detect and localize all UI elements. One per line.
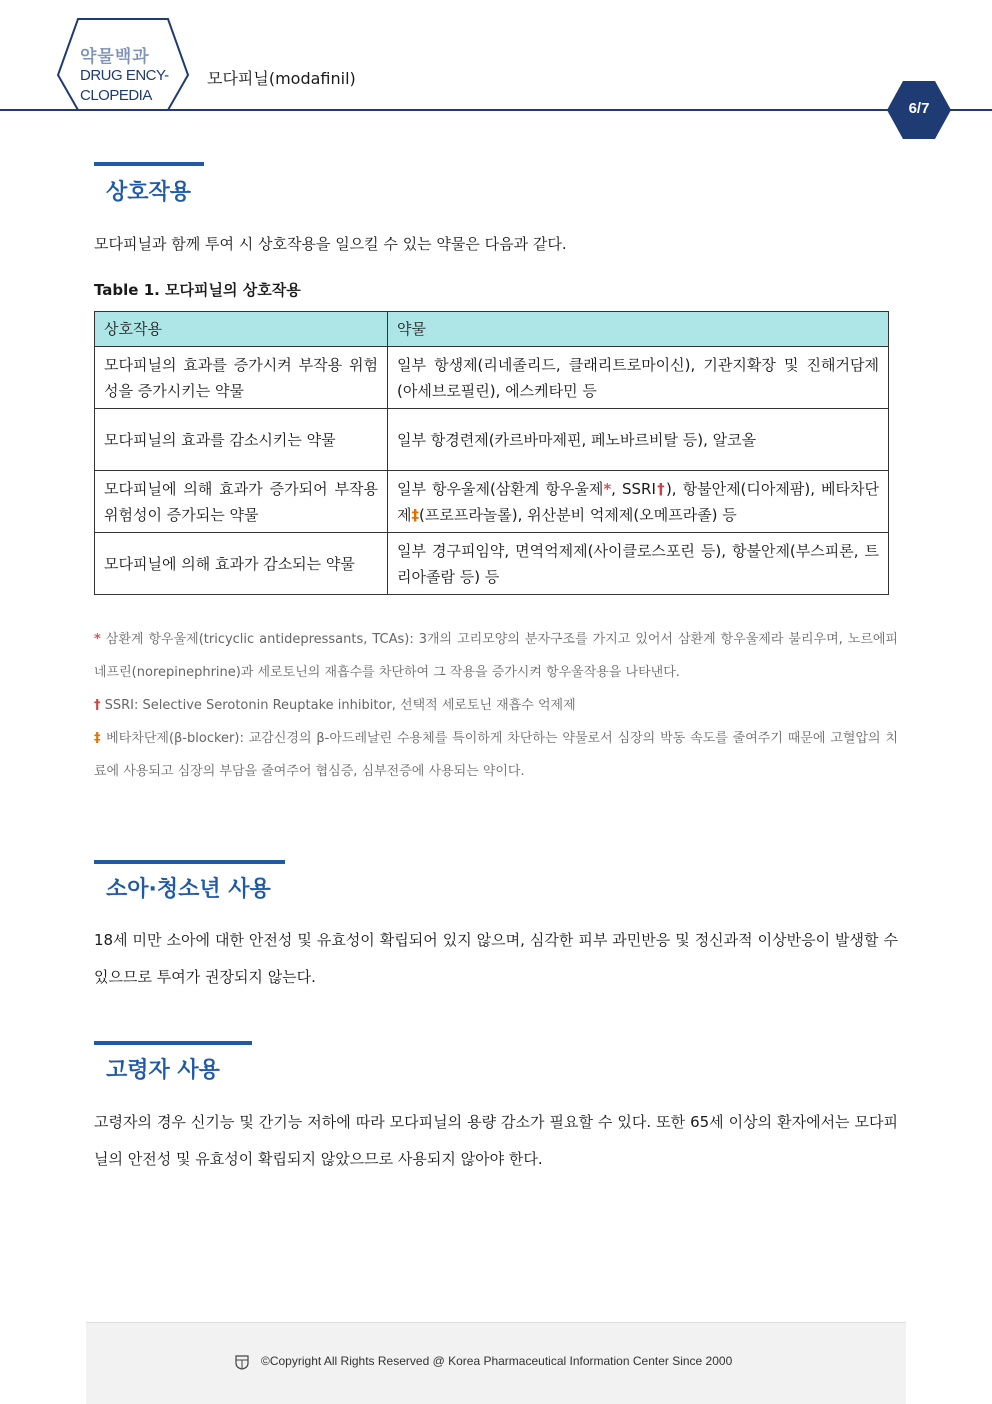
footnote: * 삼환계 항우울제(tricyclic antidepressants, TCAs): 3개의 고리모양의 분자구조를 가지고 있어서 삼환계 항우울제라 불리우며, 노르에피네프린(norepinephrine)과 세로토닌의 재흡수를 차단하여 그 작용을 증가시켜 항우울작용을 나타낸다.: [94, 632, 898, 680]
shield-logo-icon: [234, 1354, 250, 1370]
elderly-text: 고령자의 경우 신기능 및 간기능 저하에 따라 모다피닐의 용량 감소가 필요할 수 있다. 또한 65세 이상의 환자에서는 모다피닐의 안전성 및 유효성이 확립되지 않았으므로 사용되지 않아야 한다.: [94, 1113, 898, 1168]
section-title-elderly: 고령자 사용: [106, 1058, 220, 1083]
effect-cell: 모다피닐의 효과를 증가시켜 부작용 위험성을 증가시키는 약물: [95, 347, 388, 409]
footnote: ‡ 베타차단제(β-blocker): 교감신경의 β-아드레날린 수용체를 특이하게 차단하는 약물로서 심장의 박동 속도를 줄여주기 때문에 고혈압의 치료에 사용되고 심장의 부담을 줄여주어 협심증, 심부전증에 사용되는 약이다.: [94, 731, 899, 779]
column-header: 상호작용: [95, 312, 388, 347]
footnote-mark: †: [655, 479, 666, 498]
interactions-table: [94, 311, 889, 595]
copyright-text: ©Copyright All Rights Reserved @ Korea Pharmaceutical Information Center Since 2000: [261, 1354, 733, 1368]
header-divider: [0, 109, 992, 111]
table-row: [95, 409, 889, 471]
brand-logo: [0, 0, 200, 112]
pediatric-text: 18세 미만 소아에 대한 안전성 및 유효성이 확립되어 있지 않으며, 심각한 피부 과민반응 및 정신과적 이상반응이 발생할 수 있으므로 투여가 권장되지 않는다.: [94, 931, 898, 986]
section-bar: [94, 860, 285, 864]
table-row: [95, 347, 889, 409]
logo-english: DRUG ENCY- CLOPEDIA: [80, 67, 169, 104]
document-title: 모다피닐(modafinil): [207, 69, 356, 88]
footer: [86, 1322, 906, 1404]
page-number: 6/7: [908, 100, 930, 117]
drugs-cell: 일부 항경련제(카르바마제핀, 페노바르비탈 등), 알코올: [388, 409, 889, 471]
effect-cell: 모다피닐의 효과를 감소시키는 약물: [95, 409, 388, 471]
drugs-cell: 일부 항우울제(삼환계 항우울제*, SSRI†), 항불안제(디아제팜), 베타차단제‡(프로프라놀롤), 위산분비 억제제(오메프라졸) 등: [388, 471, 889, 533]
table-header-row: [95, 312, 889, 347]
table-row: [95, 471, 889, 533]
logo-korean: 약물백과: [80, 47, 150, 67]
footnote: † SSRI: Selective Serotonin Reuptake inhibitor, 선택적 세로토닌 재흡수 억제제: [94, 698, 576, 713]
effect-cell: 모다피닐에 의해 효과가 증가되어 부작용 위험성이 증가되는 약물: [95, 471, 388, 533]
drugs-cell: 일부 경구피임약, 면역억제제(사이클로스포린 등), 항불안제(부스피론, 트리아졸람 등) 등: [388, 533, 889, 595]
interactions-intro: 모다피닐과 함께 투여 시 상호작용을 일으킬 수 있는 약물은 다음과 같다.: [94, 235, 567, 253]
page-number-badge: [887, 81, 951, 139]
footnote-mark: ‡: [411, 505, 419, 524]
table-row: [95, 533, 889, 595]
drugs-cell: 일부 항생제(리네졸리드, 클래리트로마이신), 기관지확장 및 진해거담제(아세브로필린), 에스케타민 등: [388, 347, 889, 409]
table-caption: Table 1. 모다피닐의 상호작용: [94, 281, 301, 299]
effect-cell: 모다피닐에 의해 효과가 감소되는 약물: [95, 533, 388, 595]
footnote-mark: *: [603, 479, 612, 498]
section-title-pediatric: 소아·청소년 사용: [106, 877, 271, 902]
section-title-interactions: 상호작용: [106, 180, 192, 205]
section-bar: [94, 162, 204, 166]
section-bar: [94, 1041, 252, 1045]
column-header: 약물: [388, 312, 889, 347]
footnotes: [94, 623, 898, 788]
